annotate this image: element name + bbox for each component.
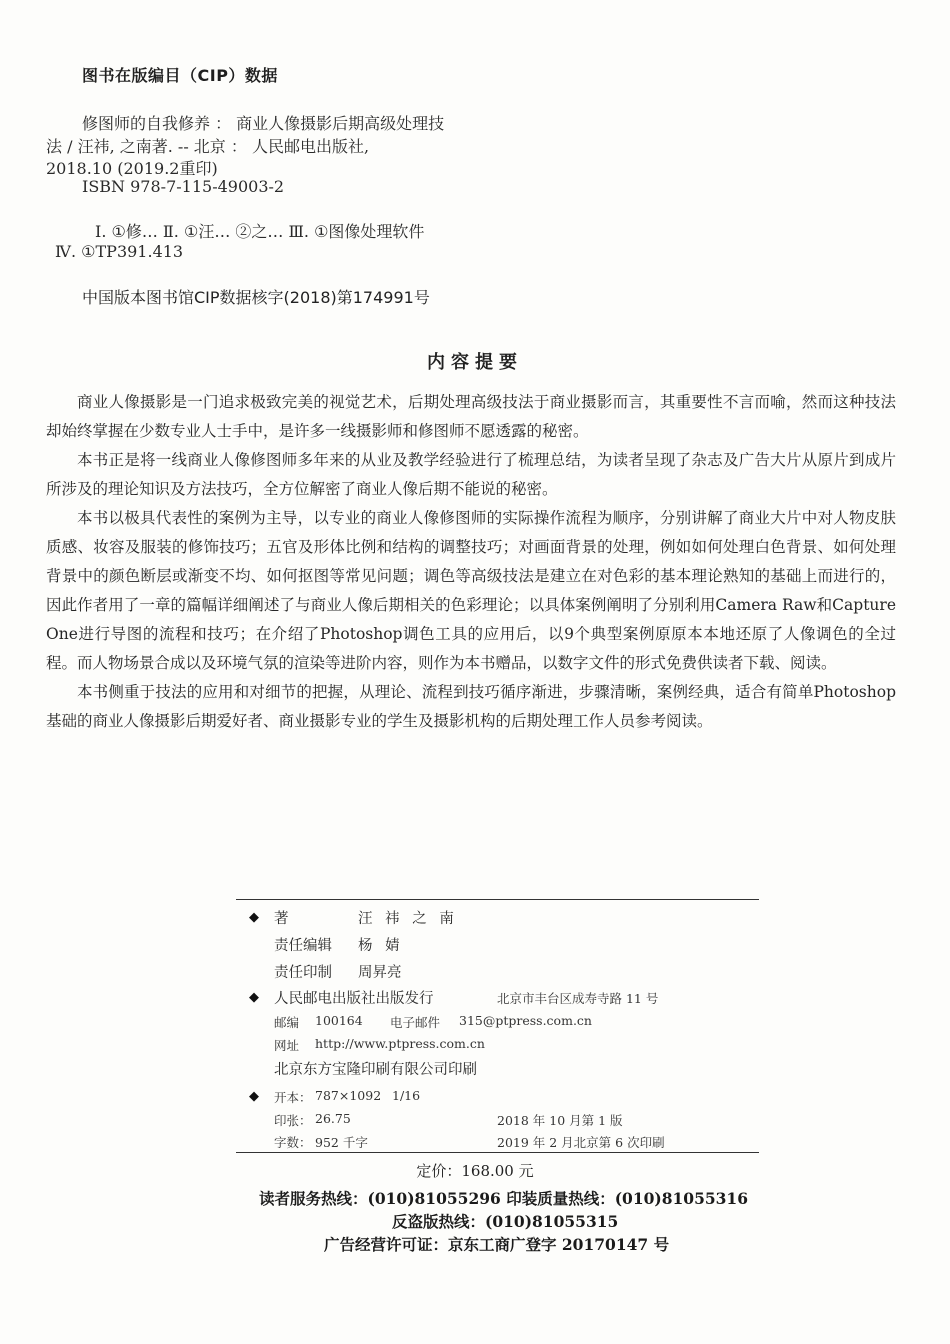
publisher-address: 北京市丰台区成寿寺路 11 号	[497, 991, 659, 1006]
price: 定价：168.00 元	[416, 1162, 534, 1180]
edition: 2018 年 10 月第 1 版	[497, 1113, 623, 1128]
printer-label: 责任印制	[274, 965, 332, 981]
email-value: 315@ptpress.com.cn	[459, 1013, 592, 1028]
summary-title: 内容提要	[427, 352, 523, 373]
publisher: 人民邮电出版社出版发行	[274, 991, 434, 1007]
summary-paragraph: 本书侧重于技法的应用和对细节的把握，从理论、流程到技巧循序渐进，步骤清晰，案例经典，适合有简单Photoshop基础的商业人像摄影后期爱好者、商业摄影专业的学生及摄影机构的后期处理工作人员参考阅读。	[46, 683, 896, 730]
format-fraction: 1/16	[392, 1088, 421, 1103]
postcode-value: 100164	[315, 1013, 363, 1028]
author-value: 汪 祎 之 南	[358, 911, 458, 927]
editor-value: 杨 婧	[358, 938, 404, 954]
postcode-label: 邮编	[274, 1015, 300, 1030]
cip-line-date: 2018.10 (2019.2重印)	[46, 159, 218, 178]
email-label: 电子邮件	[390, 1015, 441, 1030]
cip-line-authors: 法 / 汪祎, 之南著. -- 北京 ： 人民邮电出版社,	[46, 137, 370, 156]
editor-label: 责任编辑	[274, 938, 332, 954]
website-value: http://www.ptpress.com.cn	[315, 1036, 485, 1051]
reader-service-hotline: 读者服务热线：(010)81055296 印装质量热线：(010)81055316	[259, 1189, 749, 1208]
sheets-value: 26.75	[315, 1111, 351, 1126]
author-label: 著	[274, 911, 289, 927]
words-label: 字数：	[274, 1135, 312, 1150]
colophon-top-rule	[236, 899, 759, 900]
diamond-bullet-icon: ◆	[249, 990, 259, 1005]
diamond-bullet-icon: ◆	[249, 1089, 259, 1104]
summary-paragraph: 本书正是将一线商业人像修图师多年来的从业及教学经验进行了梳理总结，为读者呈现了杂志及广告大片从原片到成片所涉及的理论知识及方法技巧，全方位解密了商业人像后期不能说的秘密。	[46, 451, 896, 498]
cip-line-isbn: ISBN 978-7-115-49003-2	[82, 177, 285, 196]
summary-body	[46, 388, 896, 736]
format-label: 开本：	[274, 1090, 312, 1105]
printer-value: 周昇亮	[358, 965, 402, 981]
website-label: 网址	[274, 1038, 300, 1053]
reprint: 2019 年 2 月北京第 6 次印刷	[497, 1135, 665, 1150]
summary-paragraph: 本书以极具代表性的案例为主导，以专业的商业人像修图师的实际操作流程为顺序，分别讲解了商业大片中对人物皮肤质感、妆容及服装的修饰技巧；五官及形体比例和结构的调整技巧；对画面背景的处理，例如如何处理白色背景、如何处理背景中的颜色断层或渐变不均、如何抠图等常见问题；调色等高级技法是建立在对色彩的基本理论熟知的基础上而进行的，因此作者用了一章的篇幅详细阐述了与商业人像后期相关的色彩理论；以具体案例阐明了分别利用Camera Raw和Capture One进行导图的流程和技巧；在介绍了Photoshop调色工具的应用后，以9个典型案例原原本本地还原了人像调色的全过程。而人物场景合成以及环境气氛的渲染等进阶内容，则作为本书赠品，以数字文件的形式免费供读者下载、阅读。	[46, 509, 896, 672]
diamond-bullet-icon: ◆	[249, 910, 259, 925]
cip-line-classification: Ⅳ. ①TP391.413	[55, 242, 184, 261]
ad-license: 广告经营许可证：京东工商广登字 20170147 号	[324, 1235, 670, 1254]
cip-line-subjects: Ⅰ. ①修… Ⅱ. ①汪… ②之… Ⅲ. ①图像处理软件	[95, 222, 425, 241]
print-company: 北京东方宝隆印刷有限公司印刷	[274, 1062, 477, 1078]
anti-piracy-hotline: 反盗版热线：(010)81055315	[392, 1212, 619, 1231]
sheets-label: 印张：	[274, 1113, 312, 1128]
format-value: 787×1092	[315, 1088, 382, 1103]
cip-line-title: 修图师的自我修养 ： 商业人像摄影后期高级处理技	[82, 114, 445, 133]
cip-record-number: 中国版本图书馆CIP数据核字(2018)第174991号	[82, 288, 430, 307]
colophon-bottom-rule	[236, 1152, 759, 1153]
words-value: 952 千字	[315, 1135, 368, 1150]
summary-paragraph: 商业人像摄影是一门追求极致完美的视觉艺术，后期处理高级技法于商业摄影而言，其重要性不言而喻，然而这种技法却始终掌握在少数专业人士手中，是许多一线摄影师和修图师不愿透露的秘密。	[46, 393, 896, 440]
cip-heading: 图书在版编目（CIP）数据	[82, 66, 278, 85]
